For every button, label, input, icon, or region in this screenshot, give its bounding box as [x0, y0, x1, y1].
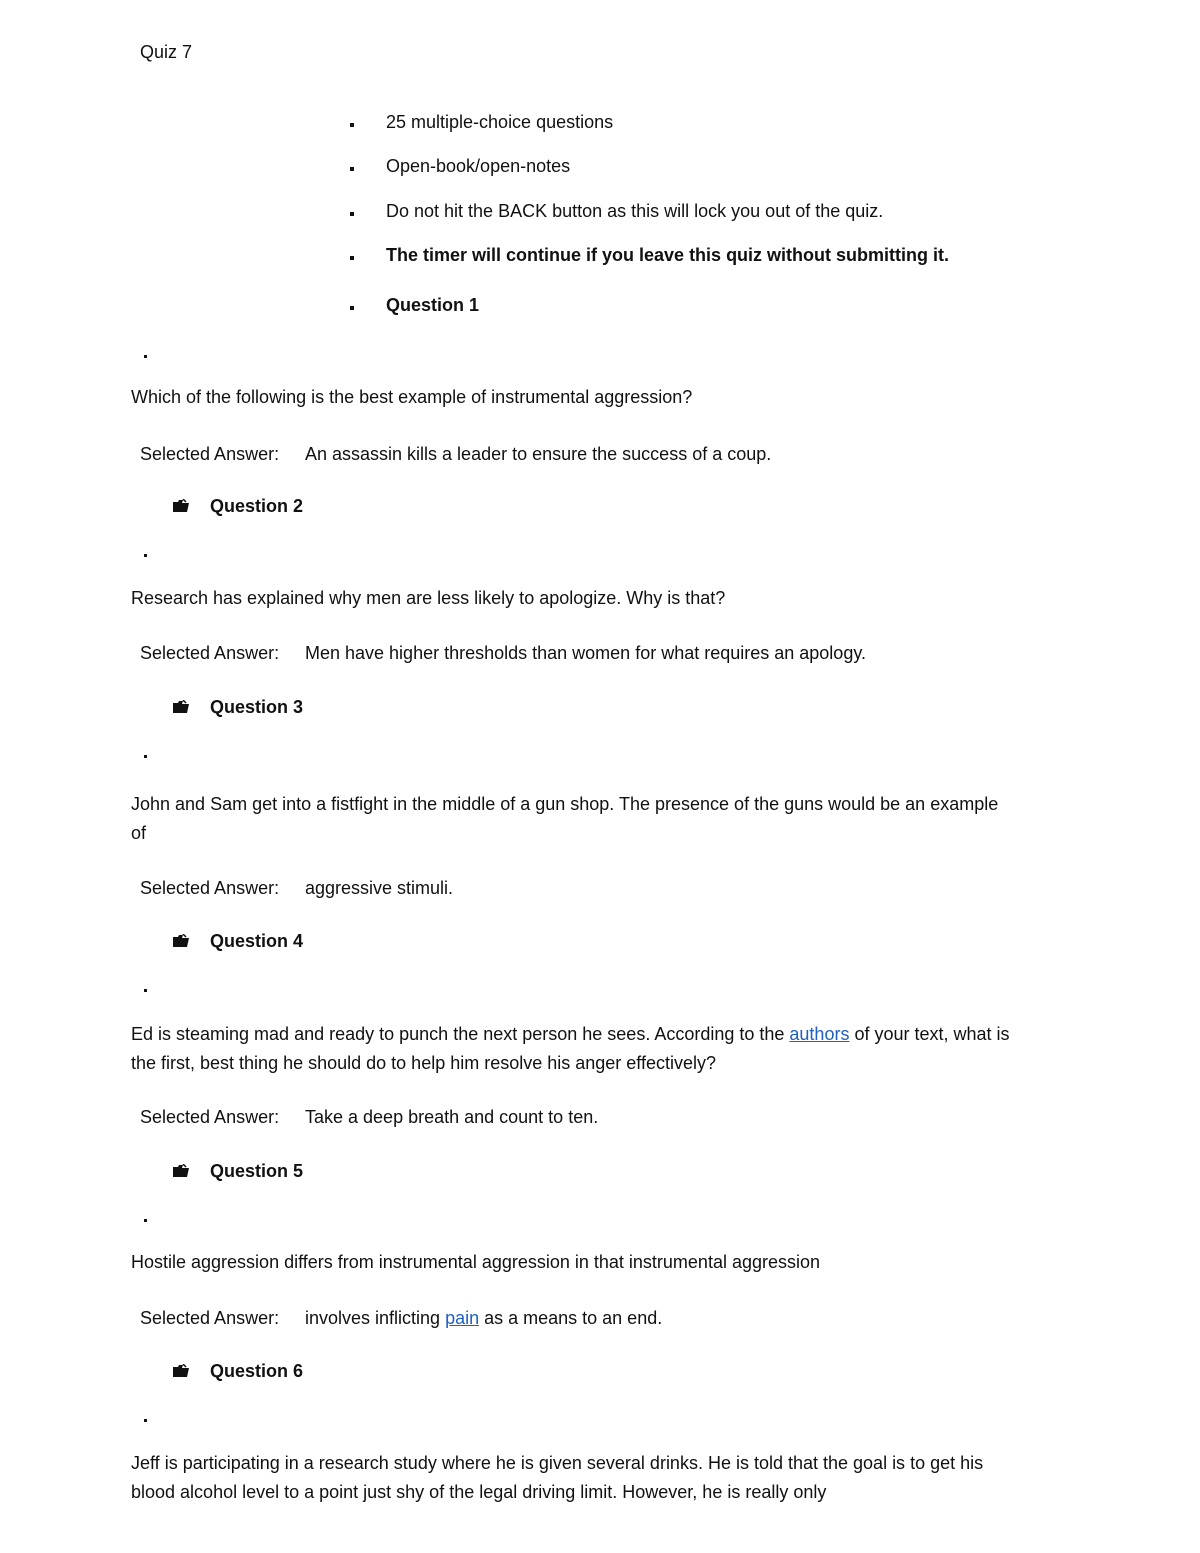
- bullet-icon: [350, 306, 354, 310]
- answer-label: Selected Answer:: [140, 444, 280, 464]
- separator-dot: [144, 1219, 147, 1222]
- answer-text: Take a deep breath and count to ten.: [305, 1107, 599, 1127]
- selected-answer-row: [140, 444, 771, 465]
- answer-label: Selected Answer:: [140, 878, 280, 898]
- folder-icon: [172, 934, 190, 948]
- question-text-part: of your text, what is the first, best thing he should do to help him resolve his anger effectively?: [131, 1024, 1010, 1073]
- question-header: [172, 697, 303, 718]
- answer-text: An assassin kills a leader to ensure the success of a coup.: [305, 444, 772, 464]
- folder-icon: [172, 1164, 190, 1178]
- answer-text: Men have higher thresholds than women for what requires an apology.: [305, 643, 866, 663]
- question-text: John and Sam get into a fistfight in the middle of a gun shop. The presence of the guns would be an example of: [131, 794, 999, 843]
- pain-link[interactable]: pain: [445, 1308, 480, 1328]
- bullet-icon: [350, 123, 354, 127]
- question-text: Hostile aggression differs from instrumental aggression in that instrumental aggression: [131, 1252, 821, 1272]
- question-header: [172, 931, 303, 952]
- question-title: Question 4: [210, 931, 304, 951]
- selected-answer-row: [140, 878, 453, 899]
- question-header: [172, 1161, 303, 1182]
- question-text: Research has explained why men are less likely to apologize. Why is that?: [131, 588, 726, 608]
- question-text: [131, 1020, 1011, 1078]
- bullet-icon: [350, 256, 354, 260]
- selected-answer-row: [140, 643, 866, 664]
- answer-text-part: as a means to an end.: [479, 1308, 663, 1328]
- separator-dot: [144, 1419, 147, 1422]
- selected-answer-row: [140, 1107, 598, 1128]
- question-text: Which of the following is the best example of instrumental aggression?: [131, 387, 693, 407]
- answer-label: Selected Answer:: [140, 643, 280, 663]
- authors-link[interactable]: authors: [789, 1024, 850, 1044]
- answer-label: Selected Answer:: [140, 1308, 280, 1328]
- selected-answer-row: [140, 1308, 662, 1329]
- bullet-icon: [350, 167, 354, 171]
- question-title: Question 5: [210, 1161, 304, 1181]
- separator-dot: [144, 355, 147, 358]
- question-text-part: Ed is steaming mad and ready to punch the next person he sees. According to the: [131, 1024, 790, 1044]
- separator-dot: [144, 755, 147, 758]
- folder-icon: [172, 700, 190, 714]
- question-title: Question 3: [210, 697, 304, 717]
- question-title: Question 2: [210, 496, 304, 516]
- question-title: Question 6: [210, 1361, 304, 1381]
- instruction-text: Question 1: [386, 295, 480, 315]
- folder-icon: [172, 1364, 190, 1378]
- separator-dot: [144, 554, 147, 557]
- question-text: Jeff is participating in a research study where he is given several drinks. He is told that the goal is to get his blood alcohol level to a point just shy of the legal driving limit. However, he is really only: [131, 1453, 984, 1502]
- question-header: [172, 1361, 303, 1382]
- instruction-text: 25 multiple-choice questions: [386, 112, 614, 132]
- bullet-icon: [350, 212, 354, 216]
- answer-text: aggressive stimuli.: [305, 878, 454, 898]
- answer-text-part: involves inflicting: [305, 1308, 446, 1328]
- separator-dot: [144, 989, 147, 992]
- document-title: Quiz 7: [140, 42, 193, 62]
- answer-label: Selected Answer:: [140, 1107, 280, 1127]
- instruction-text: Do not hit the BACK button as this will lock you out of the quiz.: [386, 201, 884, 221]
- instruction-text: Open-book/open-notes: [386, 156, 571, 176]
- question-header: [172, 496, 303, 517]
- instruction-text: The timer will continue if you leave this quiz without submitting it.: [386, 245, 950, 265]
- folder-icon: [172, 499, 190, 513]
